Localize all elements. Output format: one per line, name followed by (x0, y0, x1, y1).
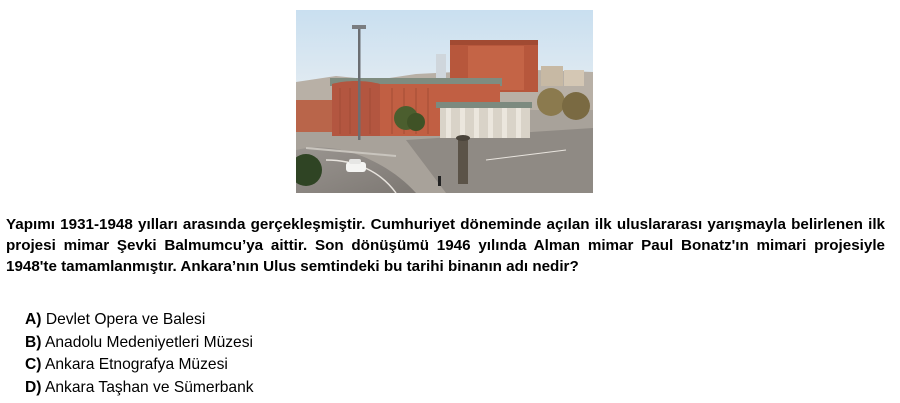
option-b[interactable] (25, 332, 254, 355)
building-photo (296, 10, 593, 193)
option-text: Devlet Opera ve Balesi (45, 311, 206, 328)
option-c[interactable] (25, 354, 254, 377)
question-text: Yapımı 1931-1948 yılları arasında gerçekleşmiştir. Cumhuriyet döneminde açılan ilk uluslararası yarışmayla belirlenen ilk projesi mimar Şevki Balmumcu’ya aittir. Son dönüşümü 1946 yılında Alman mimar Paul Bonatz'ın mimari projesiyle 1948'te tamamlanmıştır. Ankara’nın Ulus semtindeki bu tarihi binanın adı nedir? (6, 216, 885, 275)
option-letter: D) (25, 378, 42, 396)
option-d[interactable] (25, 377, 254, 400)
option-letter: B) (25, 333, 42, 351)
answer-options (25, 309, 254, 399)
option-letter: A) (25, 311, 42, 328)
option-a[interactable] (25, 309, 254, 332)
option-letter: C) (25, 356, 42, 373)
option-text: Ankara Etnografya Müzesi (44, 356, 228, 373)
option-text: Anadolu Medeniyetleri Müzesi (44, 333, 253, 351)
option-text: Ankara Taşhan ve Sümerbank (44, 378, 254, 396)
